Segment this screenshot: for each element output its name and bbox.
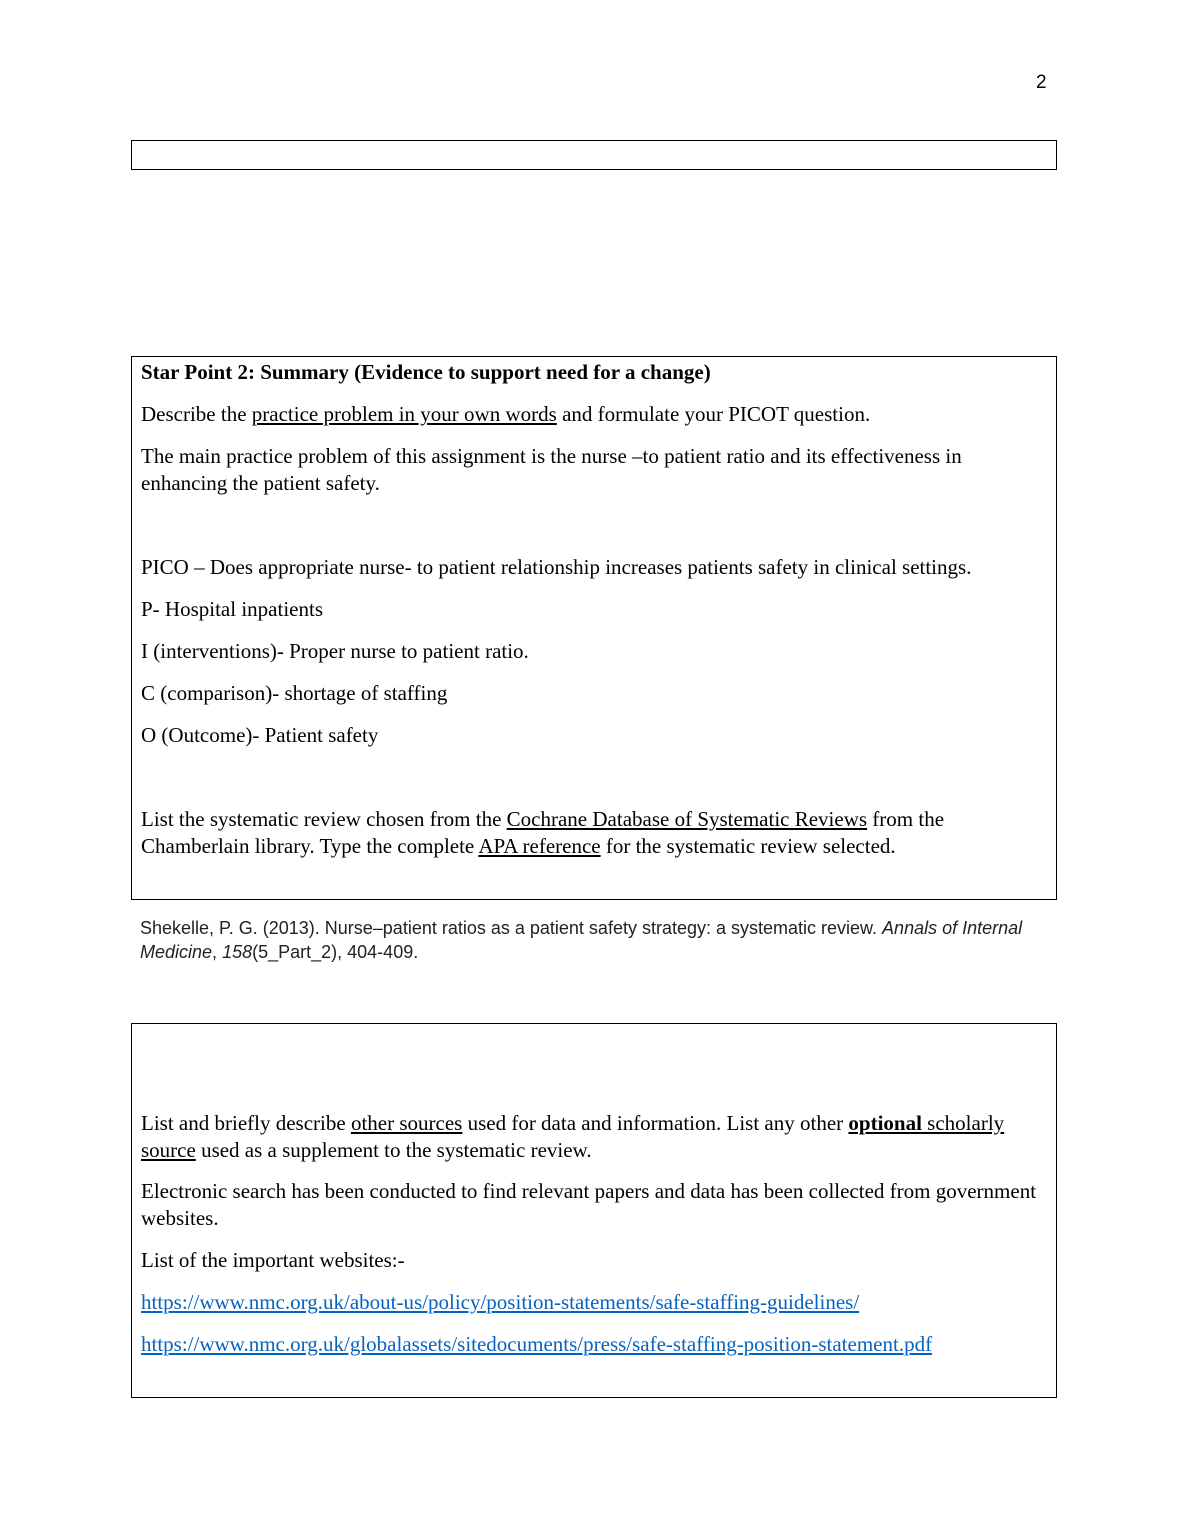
scholarly-source-underline: scholarly source [141, 1111, 1005, 1162]
other-sources-box [131, 1023, 1057, 1398]
other-sources-instruction: List and briefly describe other sources used for data and information. List any other optional scholarly source used as a supplement to the systematic review. [141, 1111, 1005, 1162]
apa-reference-link[interactable]: APA reference [478, 834, 601, 858]
pico-o: O (Outcome)- Patient safety [141, 723, 379, 747]
apa-citation: Shekelle, P. G. (2013). Nurse–patient ratios as a patient safety strategy: a systematic review. Annals of Internal Medicine, 158(5_Part_2), 404-409. [140, 918, 1023, 962]
journal-title: Annals of Internal Medicine [140, 918, 1023, 962]
main-practice-problem: The main practice problem of this assignment is the nurse –to patient ratio and its effectiveness in enhancing the patient safety. [141, 444, 962, 495]
pico-i: I (interventions)- Proper nurse to patient ratio. [141, 639, 529, 663]
nmc-safe-staffing-guidelines-link[interactable]: https://www.nmc.org.uk/about-us/policy/position-statements/safe-staffing-guidelines/ [141, 1290, 860, 1314]
journal-volume: 158 [222, 942, 253, 962]
cochrane-database-link[interactable]: Cochrane Database of Systematic Reviews [506, 807, 868, 831]
star-point-2-heading: Star Point 2: Summary (Evidence to support need for a change) [141, 360, 711, 384]
pico-p: P- Hospital inpatients [141, 597, 323, 621]
nmc-safe-staffing-statement-pdf-link[interactable]: https://www.nmc.org.uk/globalassets/sitedocuments/press/safe-staffing-position-statement.pdf [141, 1332, 933, 1356]
websites-label: List of the important websites:- [141, 1248, 405, 1272]
other-sources-underline: other sources [350, 1111, 463, 1135]
empty-table-box [131, 140, 1057, 170]
pico-question: PICO – Does appropriate nurse- to patient relationship increases patients safety in clinical settings. [141, 555, 972, 579]
optional-emphasis: optional [848, 1111, 922, 1135]
star-point-2-box [131, 356, 1057, 900]
practice-problem-underline: practice problem in your own words [251, 402, 557, 426]
pico-c: C (comparison)- shortage of staffing [141, 681, 448, 705]
electronic-search-text: Electronic search has been conducted to find relevant papers and data has been collected from government websites. [141, 1179, 1037, 1230]
list-review-instruction: List the systematic review chosen from the Cochrane Database of Systematic Reviews from the Chamberlain library. Type the complete APA reference for the systematic review selected. [141, 807, 945, 858]
page-number: 2 [1036, 72, 1047, 93]
describe-instruction: Describe the practice problem in your own words and formulate your PICOT question. [141, 402, 871, 426]
